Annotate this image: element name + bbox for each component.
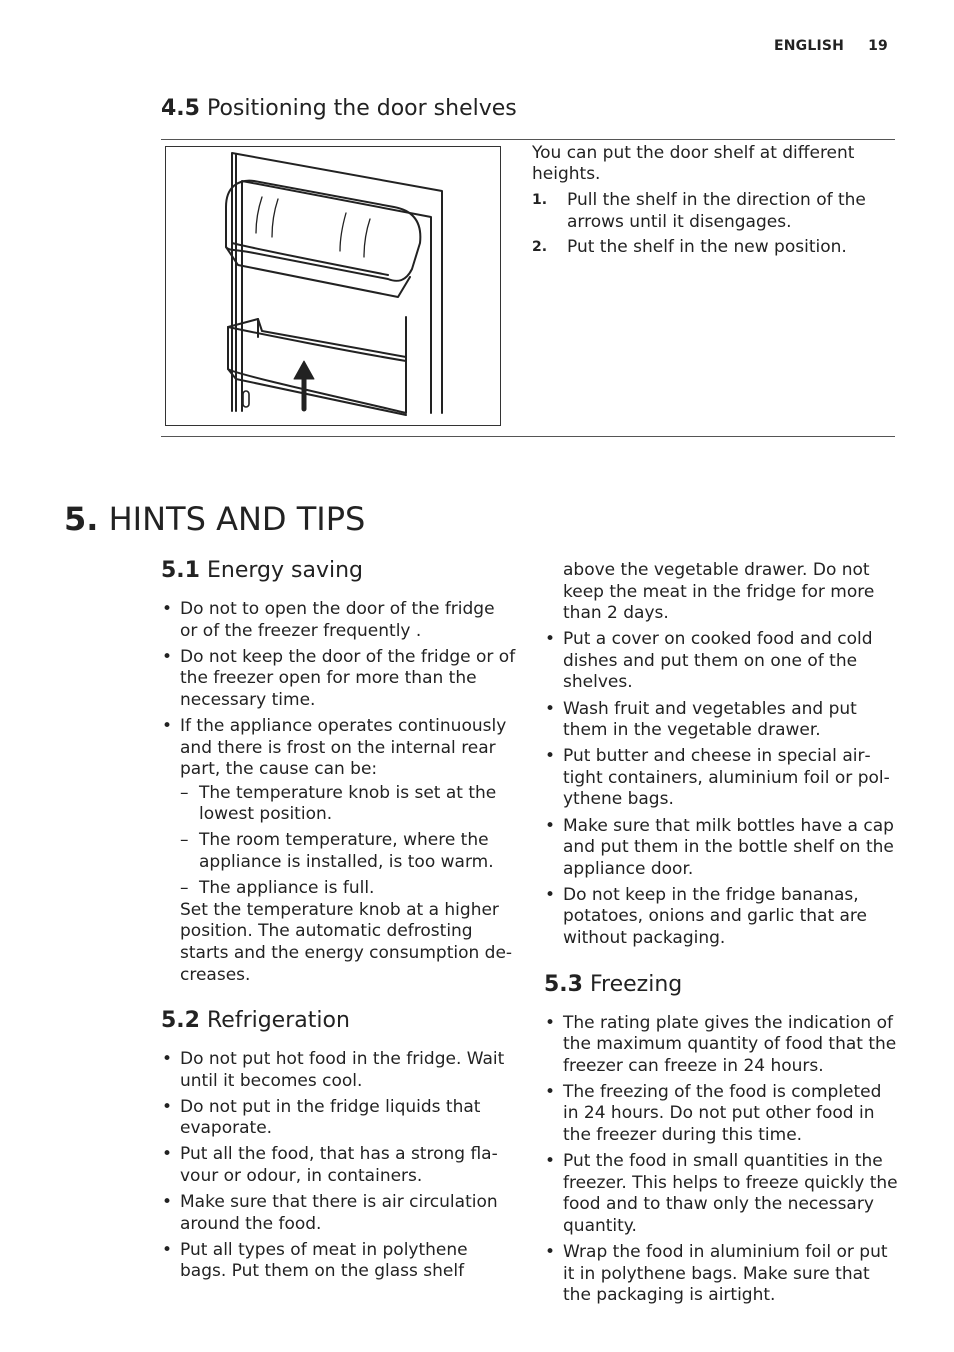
- list-item: [161, 1240, 516, 1283]
- list-item-text: The freezing of the food is completed in 24 hours. Do not put other food in the freezer during this time.: [563, 1081, 882, 1146]
- section-number: 5.3: [544, 971, 583, 997]
- cause-text: The room temperature, where the appliance is installed, is too warm.: [199, 830, 494, 873]
- step-text: Put the shelf in the new position.: [567, 237, 847, 258]
- chapter-number: 5.: [64, 500, 99, 538]
- header-language: ENGLISH: [774, 38, 845, 54]
- list-item: [161, 1144, 516, 1187]
- list-item: [544, 746, 899, 811]
- shelf-intro-text: You can put the door shelf at different heights.: [532, 143, 855, 184]
- list-item: [532, 237, 877, 259]
- left-column: [161, 558, 516, 1288]
- list-item: [161, 1097, 516, 1140]
- causes-list: [180, 783, 516, 900]
- chapter-5-heading: [64, 500, 365, 538]
- list-item: [161, 716, 516, 986]
- page-header: [774, 38, 888, 54]
- list-item-text: Put all types of meat in polythene bags. Put them on the glass shelf: [180, 1239, 468, 1282]
- section-number: 5.2: [161, 1008, 200, 1034]
- section-number: 4.5: [161, 96, 200, 121]
- list-item: [180, 830, 516, 873]
- section-title: Freezing: [589, 971, 683, 997]
- section-title: Refrigeration: [206, 1008, 350, 1034]
- list-item: [161, 599, 516, 642]
- list-item-text: Make sure that there is air circulation around the food.: [180, 1192, 498, 1234]
- list-item-text: Put all the food, that has a strong flavour or odour, in containers.: [180, 1144, 498, 1187]
- energy-saving-list: [161, 599, 516, 986]
- list-item: [532, 190, 877, 233]
- list-item-text: Make sure that milk bottles have a cap and put them in the bottle shelf on the appliance door.: [563, 815, 894, 879]
- list-item: [161, 647, 516, 712]
- chapter-title: HINTS AND TIPS: [108, 500, 366, 538]
- list-item: [544, 1151, 899, 1237]
- list-item: [161, 1049, 516, 1092]
- section-number: 5.1: [161, 558, 200, 583]
- section-5-2-heading: [161, 1008, 516, 1033]
- list-item-text: Put a cover on cooked food and cold dishes and put them on one of the shelves.: [563, 629, 873, 693]
- shelf-steps-list: [532, 190, 877, 263]
- step-text: Pull the shelf in the direction of the arrows until it disengages.: [567, 190, 866, 232]
- list-item: [544, 629, 899, 694]
- list-item-text: Do not to open the door of the fridge or of the freezer frequently .: [180, 599, 495, 641]
- refrigeration-continuation: above the vegetable drawer. Do not keep the meat in the fridge for more than 2 days.: [563, 560, 875, 624]
- step-number: 2.: [532, 239, 548, 256]
- door-shelf-figure: [165, 146, 501, 426]
- section-title: Positioning the door shelves: [206, 96, 517, 121]
- list-item: [544, 699, 899, 742]
- freezing-list: [544, 1013, 899, 1307]
- list-item: [544, 1082, 899, 1147]
- list-item-text: Put butter and cheese in special airtight containers, aluminium foil or polythene bags.: [563, 746, 890, 810]
- list-item-text: The rating plate gives the indication of the maximum quantity of food that the freezer can freeze in 24 hours.: [563, 1012, 897, 1076]
- section-5-3-heading: [544, 972, 899, 997]
- refrigeration-list-continued: [544, 629, 899, 949]
- list-item: [544, 816, 899, 881]
- list-item: [180, 878, 516, 900]
- step-number: 1.: [532, 192, 548, 208]
- list-item: [180, 783, 516, 826]
- section-bottom-rule: [161, 436, 895, 437]
- section-4-5-heading: [161, 96, 517, 121]
- cause-text: The temperature knob is set at the lowest position.: [199, 782, 497, 825]
- right-column: [544, 560, 899, 1311]
- list-item-text: Wrap the food in aluminium foil or put it in polythene bags. Make sure that the packaging is airtight.: [563, 1242, 888, 1306]
- section-title: Energy saving: [206, 558, 363, 583]
- list-item-text: Do not keep in the fridge bananas, potatoes, onions and garlic that are without packaging.: [563, 884, 867, 948]
- page-number: 19: [868, 38, 888, 54]
- list-item-text: Do not put hot food in the fridge. Wait until it becomes cool.: [180, 1049, 505, 1091]
- list-item: [544, 1013, 899, 1078]
- refrigeration-list: [161, 1049, 516, 1283]
- list-item: [544, 885, 899, 950]
- list-item-text: Put the food in small quantities in the freezer. This helps to freeze quickly the food and to thaw only the necessary quantity.: [563, 1151, 898, 1236]
- list-item: [161, 1192, 516, 1235]
- section-top-rule: [161, 139, 895, 140]
- section-5-1-heading: [161, 558, 516, 583]
- list-item-text: Do not put in the fridge liquids that evaporate.: [180, 1096, 481, 1139]
- list-item-text: Wash fruit and vegetables and put them in the vegetable drawer.: [563, 698, 857, 741]
- list-item-text: Do not keep the door of the fridge or of the freezer open for more than the necessary time.: [180, 646, 516, 710]
- list-item: [544, 1242, 899, 1307]
- door-shelf-illustration-icon: [166, 147, 500, 425]
- advice-text: Set the temperature knob at a higher position. The automatic defrosting starts and the energy consumption decreases.: [180, 899, 513, 985]
- list-item-text: If the appliance operates continuously and there is frost on the internal rear part, the cause can be:: [180, 715, 507, 780]
- cause-text: The appliance is full.: [199, 878, 375, 899]
